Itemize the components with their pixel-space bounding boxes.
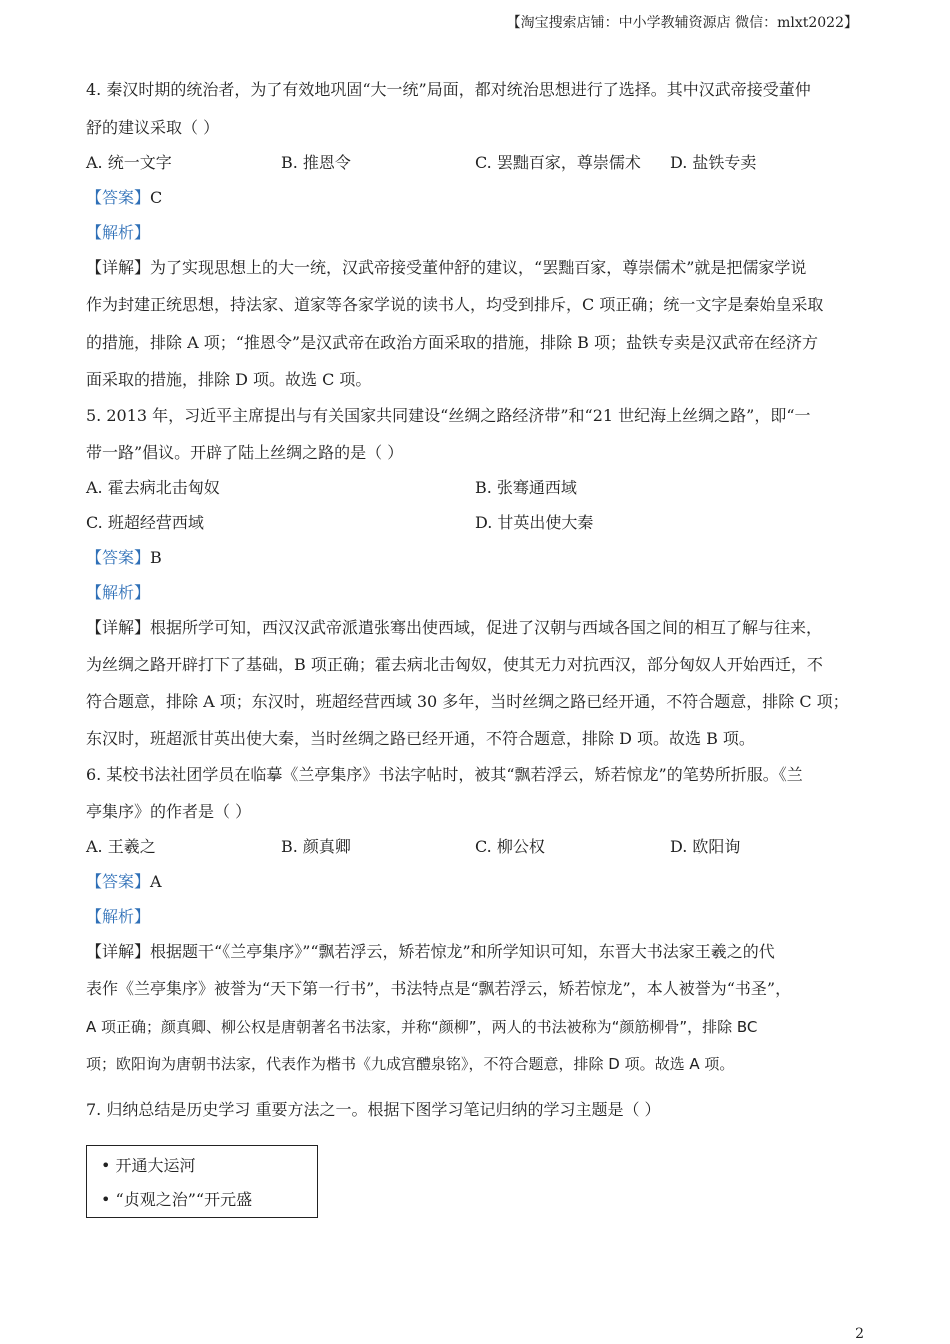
q6-detail-line4: 项；欧阳询为唐朝书法家，代表作为楷书《九成宫醴泉铭》，不符合题意，排除 D 项。故选 A 项。 xyxy=(86,1055,735,1073)
q6-analysis-tag: 【解析】 xyxy=(86,907,151,926)
q4-option-b: B. 推恩令 xyxy=(281,153,351,172)
detail-tag: 【详解】 xyxy=(86,942,151,961)
q4-stem-line1: 4. 秦汉时期的统治者，为了有效地巩固“大一统”局面，都对统治思想进行了选择。其中汉武帝接受董仲 xyxy=(86,80,811,99)
q5-option-c: C. 班超经营西域 xyxy=(86,513,204,532)
answer-tag: 【答案】 xyxy=(86,872,151,891)
answer-value: C xyxy=(150,188,163,207)
q4-option-d: D. 盐铁专卖 xyxy=(670,153,757,172)
answer-value: B xyxy=(150,548,162,567)
q5-stem-line2: 带一路”倡议。开辟了陆上丝绸之路的是（ ） xyxy=(86,443,404,462)
study-notes-box xyxy=(86,1145,318,1218)
detail-text: 根据题干“《兰亭集序》”“飘若浮云，矫若惊龙”和所学知识可知，东晋大书法家王羲之的代 xyxy=(150,942,775,961)
q5-option-d: D. 甘英出使大秦 xyxy=(475,513,594,532)
q4-answer xyxy=(86,188,162,208)
q6-answer xyxy=(86,872,162,892)
q6-option-a: A. 王羲之 xyxy=(86,837,156,856)
q4-detail-line4: 面采取的措施，排除 D 项。故选 C 项。 xyxy=(86,370,372,389)
q7-stem: 7. 归纳总结是历史学习 重要方法之一。根据下图学习笔记归纳的学习主题是（ ） xyxy=(86,1100,661,1119)
detail-text: 根据所学可知，西汉汉武帝派遣张骞出使西域，促进了汉朝与西域各国之间的相互了解与往来， xyxy=(150,618,823,637)
q4-analysis-tag: 【解析】 xyxy=(86,223,151,242)
q5-detail-line2: 为丝绸之路开辟打下了基础，B 项正确；霍去病北击匈奴，使其无力对抗西汉，部分匈奴人开始西迁，不 xyxy=(86,655,823,674)
q5-detail-line3: 符合题意，排除 A 项；东汉时，班超经营西域 30 多年，当时丝绸之路已经开通，不符合题意，排除 C 项； xyxy=(86,692,849,711)
page-header: 【淘宝搜索店铺：中小学教辅资源店 微信：mlxt2022】 xyxy=(506,15,858,31)
q6-stem-line2: 亭集序》的作者是（ ） xyxy=(86,802,252,821)
q4-option-c: C. 罢黜百家，尊崇儒术 xyxy=(475,153,641,172)
detail-tag: 【详解】 xyxy=(86,258,151,277)
q5-option-b: B. 张骞通西域 xyxy=(475,478,577,497)
q6-option-d: D. 欧阳询 xyxy=(670,837,741,856)
q6-detail-line3: A 项正确；颜真卿、柳公权是唐朝著名书法家，并称“颜柳”，两人的书法被称为“颜筋柳骨”，排除 BC xyxy=(86,1018,758,1036)
q4-detail-line1 xyxy=(86,258,806,278)
q6-stem-line1: 6. 某校书法社团学员在临摹《兰亭集序》书法字帖时，被其“飘若浮云，矫若惊龙”的笔势所折服。《兰 xyxy=(86,765,803,784)
q6-option-c: C. 柳公权 xyxy=(475,837,545,856)
detail-text: 为了实现思想上的大一统，汉武帝接受董仲舒的建议，“罢黜百家，尊崇儒术”就是把儒家学说 xyxy=(150,258,807,277)
answer-tag: 【答案】 xyxy=(86,188,151,207)
q4-option-a: A. 统一文字 xyxy=(86,153,172,172)
q6-detail-line1 xyxy=(86,942,775,962)
q5-analysis-tag: 【解析】 xyxy=(86,583,151,602)
q5-answer xyxy=(86,548,162,568)
q5-stem-line1: 5. 2013 年，习近平主席提出与有关国家共同建设“丝绸之路经济带”和“21 世纪海上丝绸之路”，即“一 xyxy=(86,406,811,425)
q6-detail-line2: 表作《兰亭集序》被誉为“天下第一行书”，书法特点是“飘若浮云，矫若惊龙”，本人被誉为“书圣”， xyxy=(86,979,792,998)
note-item: • 开通大运河 xyxy=(101,1156,196,1175)
q4-detail-line3: 的措施，排除 A 项；“推恩令”是汉武帝在政治方面采取的措施，排除 B 项；盐铁专卖是汉武帝在经济方 xyxy=(86,333,819,352)
q5-option-a: A. 霍去病北击匈奴 xyxy=(86,478,220,497)
q6-option-b: B. 颜真卿 xyxy=(281,837,351,856)
answer-value: A xyxy=(150,872,162,891)
q4-stem-line2: 舒的建议采取（ ） xyxy=(86,118,220,137)
q4-detail-line2: 作为封建正统思想，持法家、道家等各家学说的读书人，均受到排斥，C 项正确；统一文字是秦始皇采取 xyxy=(86,295,824,314)
detail-tag: 【详解】 xyxy=(86,618,151,637)
page-number: 2 xyxy=(855,1326,864,1342)
note-item: • “贞观之治”“开元盛 xyxy=(101,1190,253,1209)
q5-detail-line4: 东汉时，班超派甘英出使大秦，当时丝绸之路已经开通，不符合题意，排除 D 项。故选 B 项。 xyxy=(86,729,755,748)
q5-detail-line1 xyxy=(86,618,822,638)
answer-tag: 【答案】 xyxy=(86,548,151,567)
